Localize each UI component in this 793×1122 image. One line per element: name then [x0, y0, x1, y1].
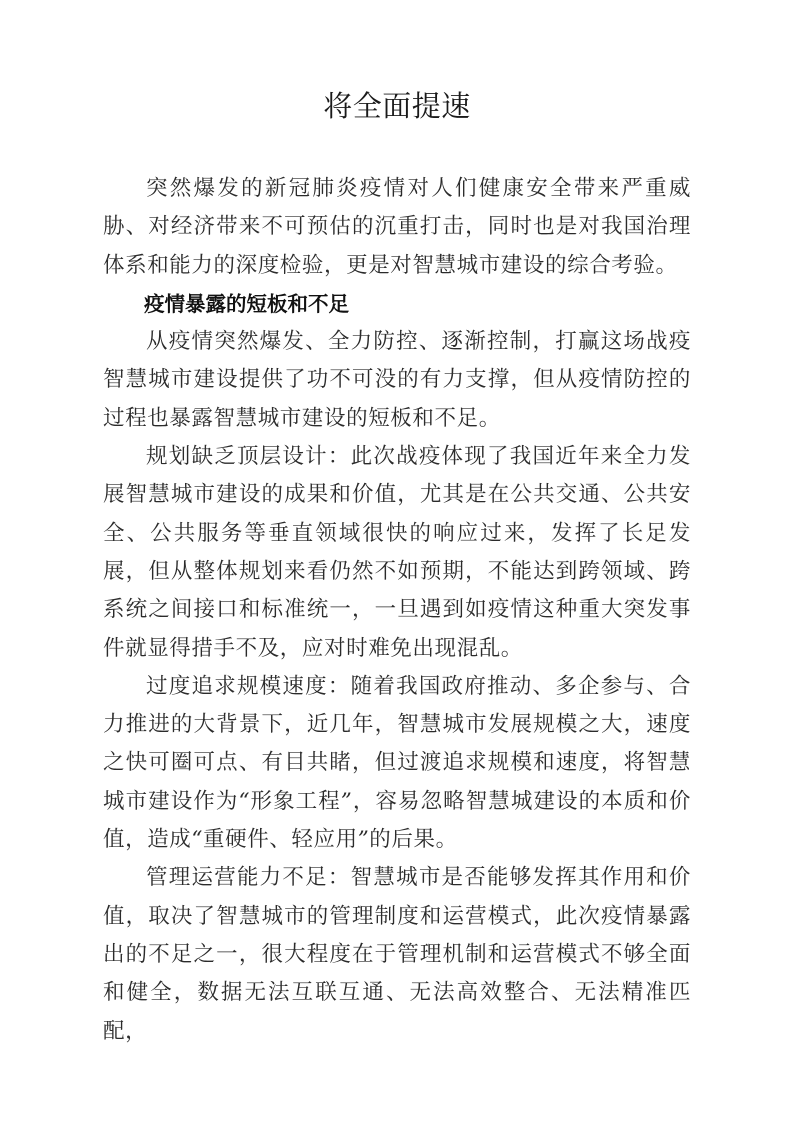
paragraph-scale-speed: 过度追求规模速度：随着我国政府推动、多企参与、合力推进的大背景下，近几年，智慧城市发展规模之大，速度之快可圈可点、有目共睹，但过渡追求规模和速度，将智慧城市建设作为“形象工程”，容易忽略智慧城建设的本质和价值，造成“重硬件、轻应用”的后果。	[103, 673, 691, 853]
page-title: 将全面提速	[323, 89, 471, 123]
section-heading-shortcomings: 疫情暴露的短板和不足	[144, 291, 349, 316]
document-content	[103, 0, 691, 1051]
document-body	[103, 126, 691, 1051]
paragraph-outbreak-support: 从疫情突然爆发、全力防控、逐渐控制，打赢这场战疫智慧城市建设提供了功不可没的有力支撑，但从疫情防控的过程也暴露智慧城市建设的短板和不足。	[103, 329, 691, 431]
paragraph-management-capacity: 管理运营能力不足：智慧城市是否能够发挥其作用和价值，取决了智慧城市的管理制度和运营模式，此次疫情暴露出的不足之一，很大程度在于管理机制和运营模式不够全面和健全，数据无法互联互通、无法高效整合、无法精准匹配，	[103, 865, 691, 1044]
paragraph-intro: 突然爆发的新冠肺炎疫情对人们健康安全带来严重威胁、对经济带来不可预估的沉重打击，同时也是对我国治理体系和能力的深度检验，更是对智慧城市建设的综合考验。	[103, 176, 691, 278]
paragraph-planning-design: 规划缺乏顶层设计：此次战疫体现了我国近年来全力发展智慧城市建设的成果和价值，尤其是在公共交通、公共安全、公共服务等垂直领域很快的响应过来，发挥了长足发展，但从整体规划来看仍然不如预期，不能达到跨领域、跨系统之间接口和标准统一，一旦遇到如疫情这种重大突发事件就显得措手不及，应对时难免出现混乱。	[103, 444, 691, 661]
